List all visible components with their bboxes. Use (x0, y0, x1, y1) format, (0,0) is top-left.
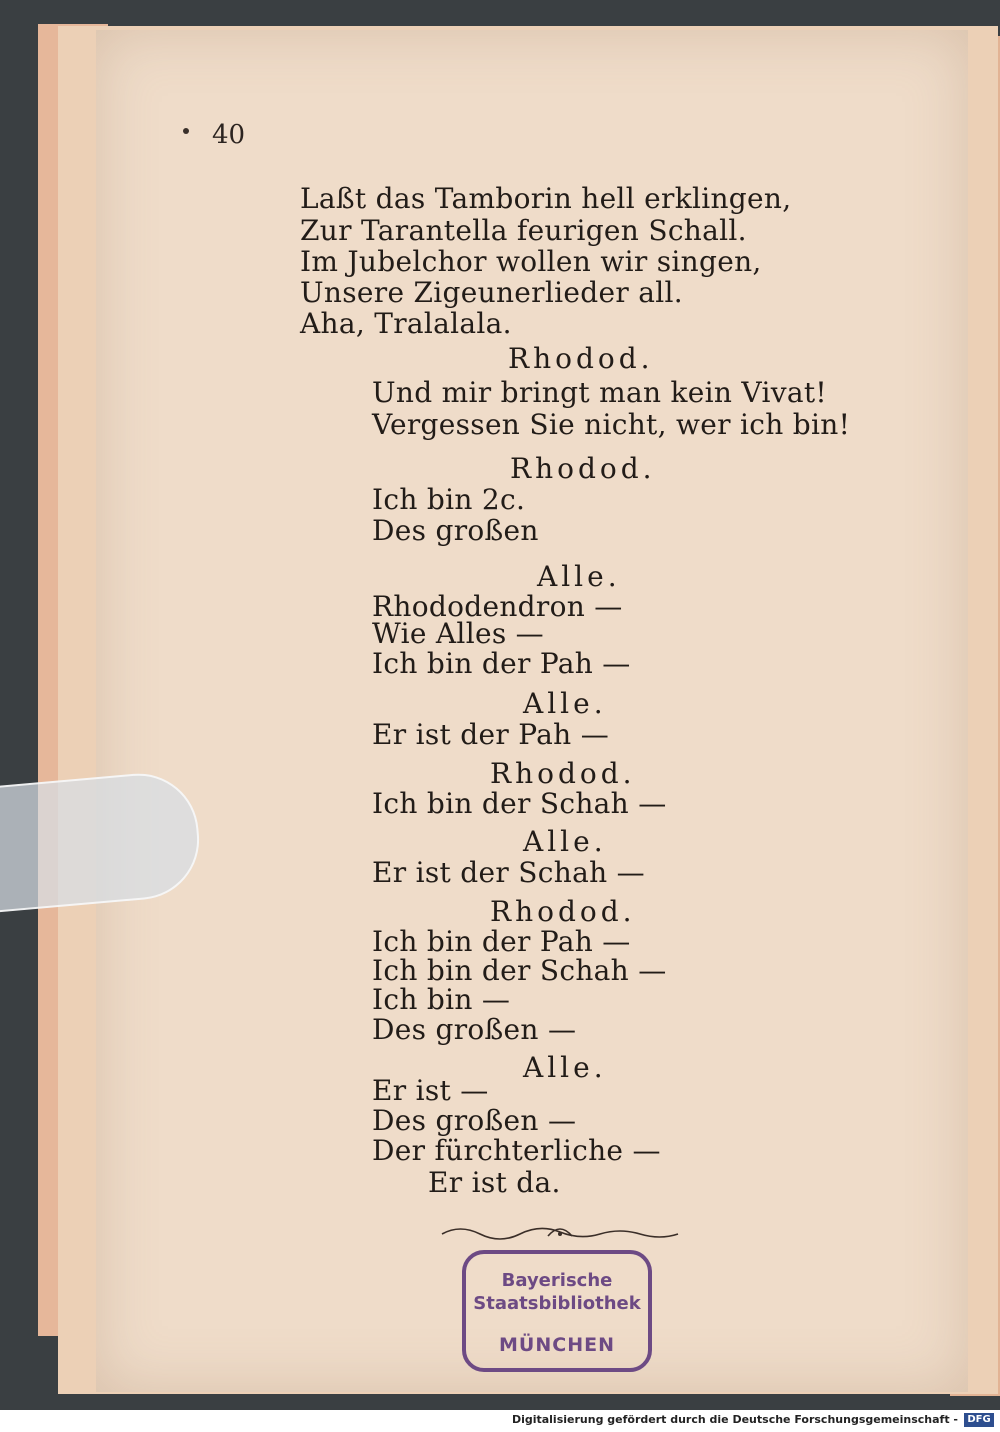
speaker-label: Alle. (523, 687, 607, 720)
verse-line: Vergessen Sie nicht, wer ich bin! (372, 408, 851, 441)
verse-line: Ich bin der Pah — (372, 925, 631, 958)
speaker-label: Alle. (523, 825, 607, 858)
verse-line: Der fürchterliche — (372, 1134, 661, 1167)
speaker-label: Alle. (523, 1051, 607, 1084)
verse-line: Im Jubelchor wollen wir singen, (300, 245, 762, 278)
verse-line: Ich bin der Schah — (372, 787, 667, 820)
speaker-label: Alle. (537, 560, 621, 593)
page-number: 40 (212, 120, 246, 150)
verse-line: Und mir bringt man kein Vivat! (372, 376, 827, 409)
verse-line: Ich bin — (372, 983, 511, 1016)
verse-line: Rhododendron — (372, 590, 623, 623)
verse-line: Des großen (372, 514, 539, 547)
speaker-label: Rhodod. (490, 757, 636, 790)
verse-line: Ich bin der Pah — (372, 647, 631, 680)
verse-line: Ich bin der Schah — (372, 954, 667, 987)
funding-note: Digitalisierung gefördert durch die Deutsche Forschungsgemeinschaft - (511, 1413, 958, 1426)
verse-line: Er ist da. (428, 1166, 561, 1199)
verse-line: Wie Alles — (372, 617, 544, 650)
verse-line: Er ist — (372, 1074, 489, 1107)
verse-line: Er ist der Pah — (372, 718, 609, 751)
speaker-label: Rhodod. (490, 895, 636, 928)
verse-line: Er ist der Schah — (372, 856, 645, 889)
dfg-logo: DFG (964, 1413, 994, 1427)
library-stamp (462, 1250, 652, 1372)
verse-line: Ich bin 2c. (372, 483, 526, 516)
speaker-label: Rhodod. (508, 342, 654, 375)
verse-line: Laßt das Tamborin hell erklingen, (300, 182, 792, 215)
stamp-line: MÜNCHEN (499, 1334, 615, 1356)
footer-bar (0, 1410, 1000, 1432)
verse-line: Des großen — (372, 1013, 577, 1046)
speaker-label: Rhodod. (510, 452, 656, 485)
stamp-line: Bayerische (501, 1270, 613, 1291)
ornament-rule (440, 1222, 680, 1242)
verse-line: Aha, Tralalala. (300, 307, 512, 340)
verse-line: Des großen — (372, 1104, 577, 1137)
stamp-line: Staatsbibliothek (473, 1293, 641, 1314)
verse-line: Unsere Zigeunerlieder all. (300, 276, 683, 309)
margin-dot (183, 128, 189, 134)
verse-line: Zur Tarantella feurigen Schall. (300, 214, 747, 247)
